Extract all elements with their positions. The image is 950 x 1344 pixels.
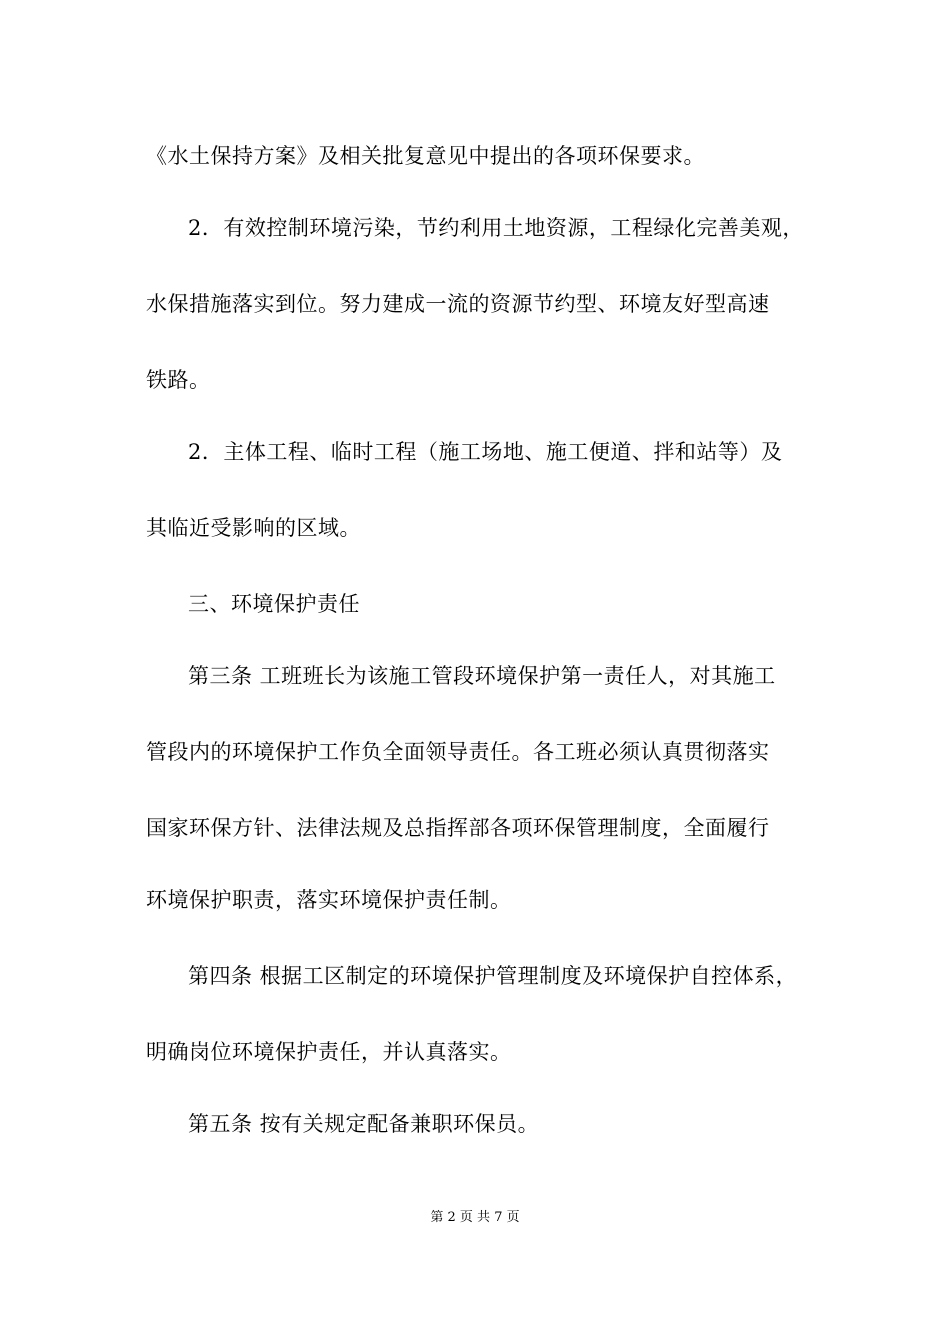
page-number: 第 2 页 共 7 页: [430, 1210, 520, 1225]
paragraph-line: 环境保护职责，落实环境保护责任制。: [146, 888, 512, 912]
paragraph-line: 2．有效控制环境污染，节约利用土地资源，工程绿化完善美观，: [188, 216, 804, 240]
paragraph-line: 国家环保方针、法律法规及总指挥部各项环保管理制度，全面履行: [146, 816, 770, 840]
paragraph-line: 2．主体工程、临时工程（施工场地、施工便道、拌和站等）及: [188, 440, 783, 464]
paragraph-line: 第三条 工班班长为该施工管段环境保护第一责任人，对其施工: [188, 664, 776, 688]
paragraph-line: 明确岗位环境保护责任，并认真落实。: [146, 1040, 512, 1064]
section-heading: 三、环境保护责任: [188, 592, 360, 616]
paragraph-line: 第五条 按有关规定配备兼职环保员。: [188, 1112, 540, 1136]
paragraph-line: 管段内的环境保护工作负全面领导责任。各工班必须认真贯彻落实: [146, 740, 770, 764]
paragraph-line: 第四条 根据工区制定的环境保护管理制度及环境保护自控体系，: [188, 964, 798, 988]
paragraph-line: 其临近受影响的区域。: [146, 516, 361, 540]
paragraph-line: 铁路。: [146, 368, 211, 392]
paragraph-line: 《水土保持方案》及相关批复意见中提出的各项环保要求。: [146, 144, 705, 168]
paragraph-line: 水保措施落实到位。努力建成一流的资源节约型、环境友好型高速: [146, 292, 770, 316]
